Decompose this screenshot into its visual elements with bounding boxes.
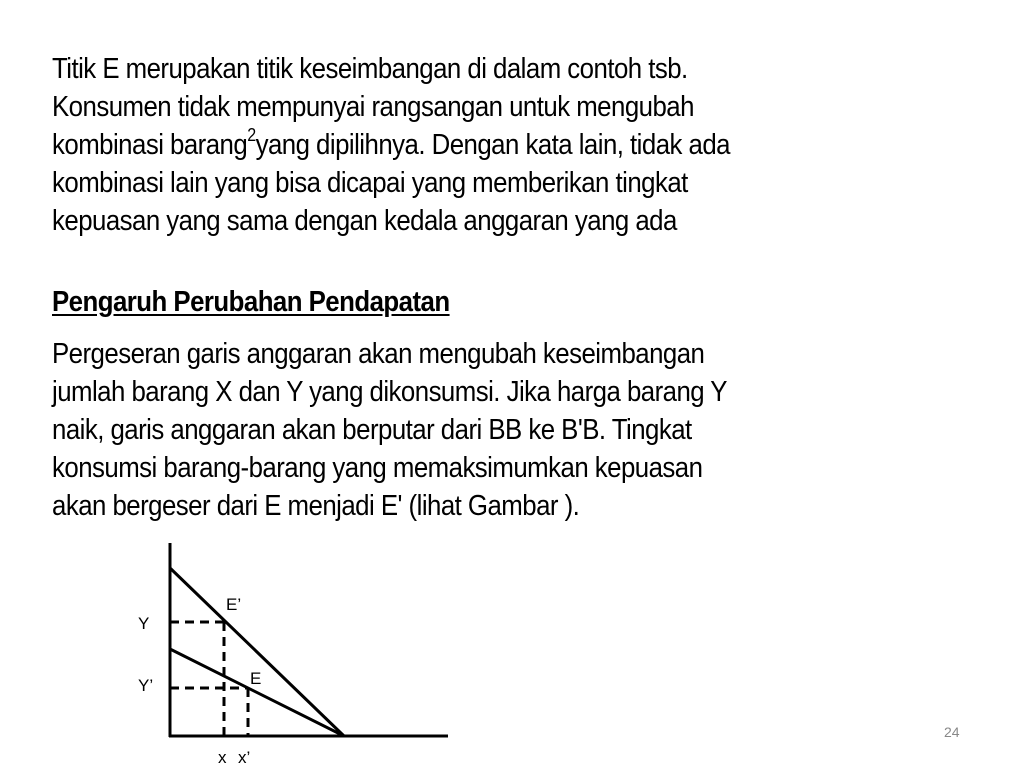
text-line: kombinasi lain yang bisa dicapai yang memberikan tingkat (52, 167, 688, 199)
text-line: konsumsi barang-barang yang memaksimumkan kepuasan (52, 452, 703, 484)
text-line: naik, garis anggaran akan berputar dari BB ke B'B. Tingkat (52, 414, 692, 446)
label-e-prime: E’ (226, 595, 242, 614)
label-e: E (250, 669, 262, 688)
label-x-prime: x’ (238, 748, 251, 767)
text-line: jumlah barang X dan Y yang dikonsumsi. Jika harga barang Y (52, 376, 727, 408)
label-x: x (218, 748, 227, 767)
text-fragment: kombinasi barang (52, 129, 248, 161)
page-number: 24 (944, 724, 960, 740)
label-y-prime: Y’ (138, 676, 154, 695)
section-heading: Pengaruh Perubahan Pendapatan (52, 286, 450, 318)
budget-line-bb (170, 568, 344, 736)
text-line: Konsumen tidak mempunyai rangsangan untuk mengubah (52, 91, 694, 123)
text-line: akan bergeser dari E menjadi E' (lihat Gambar ). (52, 490, 580, 522)
label-y: Y (138, 614, 150, 633)
budget-line-b-prime-b (170, 649, 344, 736)
superscript: 2 (247, 125, 256, 146)
text-line: Pergeseran garis anggaran akan mengubah keseimbangan (52, 338, 705, 370)
text-fragment: yang dipilihnya. Dengan kata lain, tidak ada (255, 129, 730, 161)
text-line: kepuasan yang sama dengan kedala anggaran yang ada (52, 205, 677, 237)
text-line: Titik E merupakan titik keseimbangan di dalam contoh tsb. (52, 53, 688, 85)
